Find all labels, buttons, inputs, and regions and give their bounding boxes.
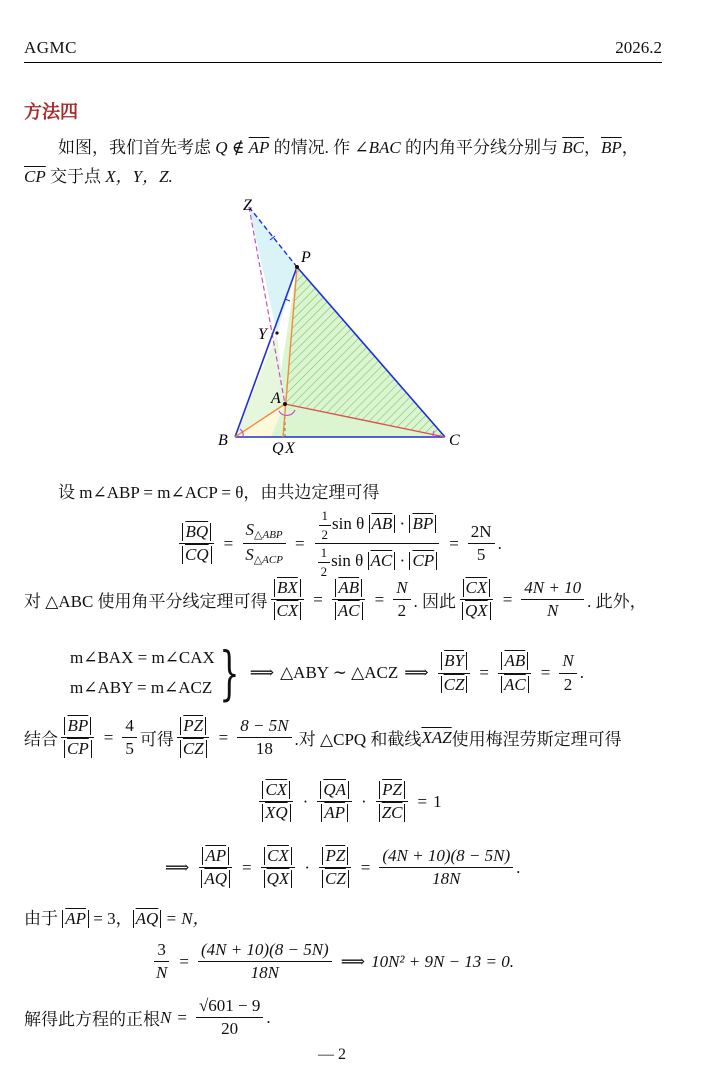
right-brace: } [219, 639, 240, 707]
point-a [283, 402, 287, 406]
seg-cz: CZ [443, 674, 465, 694]
seg-ab-2: $\overline{AB}$ [338, 578, 360, 597]
area-acp-sub: △ACP [253, 554, 283, 567]
step2-tail: . 此外， [587, 592, 647, 612]
intro-ap: $\overline{AP}$ [248, 138, 270, 157]
step4-tail: .对 △CPQ 和截线 [294, 730, 422, 750]
label-a: A [271, 390, 281, 407]
seg-cx: CX [276, 601, 299, 621]
area-s-1: S [245, 520, 255, 539]
res-18n-8: 18N [250, 963, 279, 983]
seg-aq-7: $\overline{AQ}$ [135, 909, 159, 928]
intro-comma2: ， [621, 138, 639, 157]
label-p: P [301, 249, 311, 266]
similar-triangles: △ABY ∼ △ACZ [280, 663, 399, 682]
step2-equation: 对 △ABC 使用角平分线定理可得 $\frac{\overline{BX}}{CX}$ = $\frac{\overline{AB}}{AC}$ = $\frac{N}{2}$ . 因此 $\frac{\overline{CX}}{QX}$ = $\frac{4N + 10}{N}$ . 此外， [24, 578, 647, 621]
intro-line-1 [58, 133, 639, 158]
res-n: N [547, 601, 559, 621]
intro-bac: BAC [368, 138, 401, 157]
step3-equation: m∠BAX = m∠CAX m∠ABY = m∠ACZ } ⟹ △ABY ∼ △ACZ ⟹ $\frac{\overline{BY}}{CZ}$ = $\frac{\overline{AB}}{AC}$ = $\frac{N}{2}$ . [70, 639, 584, 707]
seg-qx: QX [465, 601, 488, 621]
intro-points: X，Y，Z. [105, 167, 173, 186]
step6-equation: ⟹ $\frac{\overline{AP}}{AQ}$ = $\frac{\overline{CX}}{QX}$ · $\frac{\overline{PZ}}{CZ}$ = $\frac{(4N + 10)(8 - 5N)}{18N}$ . [165, 846, 521, 889]
point-p [295, 265, 299, 269]
seg-cz-4: CZ [182, 739, 204, 759]
intro-rel: ∉ [227, 138, 249, 157]
seg-ab-1: $\overline{AB}$ [371, 514, 393, 533]
root-num: √601 − 9 [196, 996, 263, 1018]
issue-date: 2026.2 [615, 38, 662, 57]
seg-cp-1: $\overline{CP}$ [412, 551, 435, 571]
intro-text: 如图，我们首先考虑 [58, 138, 216, 157]
n-8: N [156, 963, 168, 983]
res-18: 18 [255, 739, 273, 759]
half-den-2: 2 [320, 563, 328, 579]
step5-equation: $\frac{\overline{CX}}{XQ}$ · $\frac{\overline{QA}}{AP}$ · $\frac{\overline{PZ}}{ZC}$ = 1 [256, 780, 442, 824]
frac-area [242, 520, 286, 567]
five: 5 [125, 739, 134, 759]
seg-ac-2: AC [337, 601, 360, 621]
label-z: Z [243, 197, 252, 214]
result-2n: 2N [468, 522, 495, 544]
page-number: — 2 [318, 1046, 346, 1063]
seg-cq: CQ [185, 545, 209, 565]
sin-theta-2: sin θ [331, 551, 364, 571]
res-product-8: (4N + 10)(8 − 5N) [198, 940, 332, 962]
angle-eq-1: m∠BAX = m∠CAX [70, 648, 215, 667]
seg-xq: XQ [265, 803, 288, 823]
seg-cx-2: $\overline{CX}$ [465, 578, 488, 597]
step2-mid: . 因此 [413, 592, 457, 612]
area-s-2: S [245, 545, 254, 565]
geometry-figure [215, 193, 465, 455]
step7-eq1: = 3， [89, 909, 133, 928]
header-rule [24, 62, 662, 63]
res-18n-6: 18N [432, 869, 461, 889]
half-den-1: 2 [321, 526, 329, 542]
seg-by: $\overline{BY}$ [444, 651, 464, 671]
n-3: N [562, 651, 574, 671]
step7-prefix: 由于 [24, 909, 63, 928]
res-4n10: 4N + 10 [521, 578, 584, 600]
quadratic-equation: 10N² + 9N − 13 = 0. [371, 951, 515, 971]
step1-text: 设 m∠ABP = m∠ACP = θ，由共边定理可得 [58, 483, 380, 502]
step1-equation: $\frac{\overline{BQ}}{CQ}$ = $\frac{S_{\triangle ABP}}{S_{\triangle ACP}}$ = $\frac{1}{2}$ sin θ $\overline{AB} \cdot \overline{BP}$ $\frac{1}{2}$ sin θ $\overline{AC} \cdot \overline{CP}$ = $\frac{2N}{5}$ . [176, 508, 502, 579]
journal-name: AGMC [24, 38, 78, 57]
seg-qx-6: QX [266, 869, 290, 889]
seg-bx: $\overline{BX}$ [277, 578, 298, 597]
seg-ac-1: $\overline{AC}$ [370, 551, 393, 571]
res-product-6: (4N + 10)(8 − 5N) [379, 846, 513, 868]
two-2: 2 [397, 601, 407, 621]
intro-bc: $\overline{BC}$ [562, 138, 584, 157]
seg-bp-4: $\overline{BP}$ [67, 716, 89, 735]
implies-2: ⟹ [404, 663, 429, 682]
intro-q: Q [215, 138, 228, 157]
label-q: Q [272, 440, 284, 455]
intro-cp: $\overline{CP}$ [24, 167, 46, 186]
seg-pz-5: $\overline{PZ}$ [382, 780, 402, 799]
step8-equation: $\frac{3}{N}$ = $\frac{(4N + 10)(8 - 5N)}{18N}$ ⟹ 10N² + 9N − 13 = 0. [150, 940, 514, 984]
root-den: 20 [221, 1019, 239, 1039]
seg-zc: ZC [381, 803, 403, 823]
two-3: 2 [563, 674, 573, 694]
intro-bp: $\overline{BP}$ [601, 138, 622, 157]
seg-cx-5: $\overline{CX}$ [265, 780, 288, 799]
seg-cp-4: CP [67, 739, 89, 759]
step9-prefix: 解得此方程的正根 [24, 1010, 160, 1030]
frac-sine: $\frac{1}{2}$ sin θ $\overline{AB} \cdot \overline{BP}$ $\frac{1}{2}$ sin θ $\overline{AC} \cdot \overline{CP}$ [314, 508, 441, 579]
label-y: Y [258, 326, 267, 343]
seg-pz-6: $\overline{PZ}$ [325, 846, 346, 865]
step2-prefix: 对 △ABC 使用角平分线定理可得 [24, 592, 268, 612]
section-title: 方法四 [24, 102, 78, 122]
step9-equation: 解得此方程的正根 N = $\frac{√601 - 9}{20}$ . [24, 996, 271, 1039]
step3-end: . [579, 663, 584, 682]
three: 3 [154, 940, 169, 962]
area-abp-sub: △ABP [254, 529, 283, 541]
seg-ap-6: $\overline{AP}$ [205, 846, 227, 865]
half-num-1: 1 [319, 508, 332, 526]
seg-bp-1: $\overline{BP}$ [412, 514, 434, 533]
transversal-xaz: $\overline{XAZ}$ [421, 727, 452, 747]
point-y [275, 331, 278, 334]
intro-mid2: 的内角平分线分别与 [400, 138, 563, 157]
implies-1: ⟹ [249, 663, 275, 682]
seg-cx-6: $\overline{CX}$ [267, 846, 289, 865]
seg-aq-6: AQ [204, 869, 228, 889]
seg-pz-4: $\overline{PZ}$ [183, 716, 204, 735]
intro-tail: 交于点 [45, 167, 106, 186]
step7-eq2: = N， [161, 909, 210, 928]
intro-comma: ， [584, 138, 601, 157]
intro-line-2 [24, 162, 173, 187]
label-b: B [218, 432, 228, 449]
menelaus-one: 1 [433, 791, 442, 811]
seg-ac-3: AC [504, 674, 526, 694]
frac-2n-5 [468, 522, 495, 566]
angle-eq-2: m∠ABY = m∠ACZ [70, 678, 213, 697]
step4-prefix: 结合 [24, 730, 58, 750]
res-8-5n: 8 − 5N [237, 716, 291, 738]
frac-bq-cq [179, 522, 215, 566]
seg-cz-6: CZ [324, 869, 346, 889]
seg-ab-3: $\overline{AB}$ [504, 651, 526, 671]
n-2: N [396, 578, 408, 597]
step4-equation: 结合 $\frac{\overline{BP}}{CP}$ = $\frac{4}{5}$ 可得 $\frac{\overline{PZ}}{CZ}$ = $\frac{8 - 5N}{18}$ .对 △CPQ 和截线 $\overline{XAZ}$ 使用梅涅劳斯定理可得 [24, 716, 622, 759]
seg-ap-5: AP [324, 803, 346, 823]
label-c: C [449, 432, 460, 449]
sin-theta-1: sin θ [332, 514, 365, 533]
intro-mid: 的情况. 作 ∠ [269, 138, 369, 157]
half-num-2: 1 [318, 545, 331, 563]
step7-text [24, 904, 210, 929]
n-9: N [160, 1007, 172, 1027]
result-5: 5 [476, 545, 486, 565]
step4-tail2: 使用梅涅劳斯定理可得 [451, 730, 622, 750]
seg-qa: $\overline{QA}$ [323, 780, 347, 799]
seg-bq: $\overline{BQ}$ [185, 521, 209, 541]
seg-ap-7: $\overline{AP}$ [65, 909, 87, 928]
step4-mid: 可得 [139, 730, 174, 750]
label-x: X [285, 440, 295, 455]
four: 4 [122, 716, 137, 738]
